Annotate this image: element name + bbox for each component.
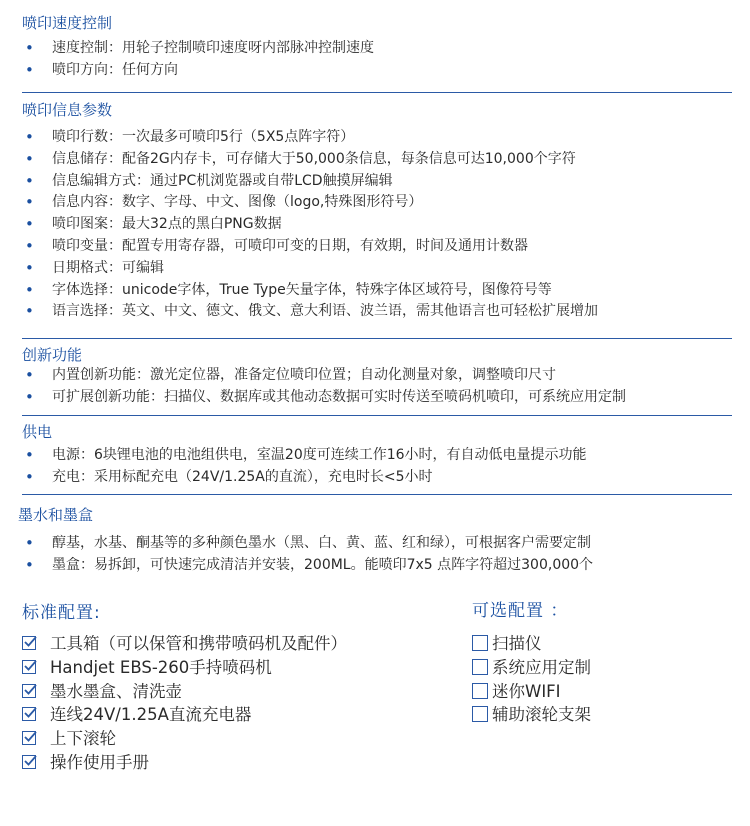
standard-config-item: 上下滚轮 (22, 727, 347, 751)
bullet-icon: • (25, 215, 34, 234)
section-ink (0, 505, 732, 585)
standard-config-title: 标准配置: (22, 603, 101, 623)
list-item: • 电源：6块锂电池的电池组供电，室温20度可连续工作16小时，有自动低电量提示功能 (0, 445, 745, 467)
empty-checkbox-icon (472, 635, 488, 651)
section-power (0, 422, 732, 502)
bullet-icon: • (25, 555, 34, 574)
bullet-icon: • (25, 193, 34, 212)
list-item: • 语言选择：英文、中文、德文、俄文、意大利语、波兰语，需其他语言也可轻松扩展增加 (0, 301, 745, 323)
item-list (0, 38, 745, 82)
optional-config-item: 系统应用定制 (472, 656, 591, 680)
list-item: • 可扩展创新功能：扫描仪、数据库或其他动态数据可实时传送至喷码机喷印，可系统应用定制 (0, 387, 745, 409)
checked-checkbox-icon (22, 731, 36, 745)
section-title: 供电 (22, 423, 53, 441)
section-divider (22, 92, 732, 93)
empty-checkbox-icon (472, 683, 488, 699)
list-item: • 日期格式：可编辑 (0, 258, 745, 280)
list-item: • 充电：采用标配充电（24V/1.25A的直流），充电时长<5小时 (0, 467, 745, 489)
bullet-icon: • (25, 128, 34, 146)
checked-checkbox-icon (22, 660, 36, 674)
bullet-icon: • (25, 467, 34, 486)
optional-config-list (472, 632, 591, 727)
bullet-icon: • (25, 446, 34, 464)
item-list (0, 533, 745, 577)
bullet-icon: • (25, 149, 34, 168)
list-item: • 信息编辑方式：通过PC机浏览器或自带LCD触摸屏编辑 (0, 171, 745, 193)
bullet-icon: • (25, 236, 34, 255)
section-title: 创新功能 (22, 346, 83, 364)
checked-checkbox-icon (22, 755, 36, 769)
section-title: 喷印速度控制 (22, 14, 113, 32)
list-item: • 喷印变量：配置专用寄存器，可喷印可变的日期，有效期，时间及通用计数器 (0, 236, 745, 258)
list-item: • 内置创新功能：激光定位器，准备定位喷印位置；自动化测量对象，调整喷印尺寸 (0, 365, 745, 387)
standard-config-item: 工具箱（可以保管和携带喷码机及配件） (22, 632, 347, 656)
optional-config-item: 辅助滚轮支架 (472, 703, 591, 727)
bullet-icon: • (25, 280, 34, 299)
optional-config-title: 可选配置 ： (472, 601, 569, 621)
section-divider (22, 338, 732, 339)
bullet-icon: • (25, 60, 34, 79)
bullet-icon: • (25, 387, 34, 406)
standard-config-item: 操作使用手册 (22, 751, 347, 775)
list-item: • 信息储存：配备2G内存卡，可存储大于50,000条信息，每条信息可达10,000个字符 (0, 149, 745, 171)
list-item: • 喷印方向：任何方向 (0, 60, 745, 82)
standard-config-item: Handjet EBS-260手持喷码机 (22, 656, 347, 680)
list-item: • 醇基，水基、酮基等的多种颜色墨水（黑、白、黄、蓝、红和绿），可根据客户需要定制 (0, 533, 745, 555)
list-item: • 字体选择：unicode字体，True Type矢量字体，特殊字体区域符号，图像符号等 (0, 280, 745, 302)
list-item: • 速度控制：用轮子控制喷印速度呀内部脉冲控制速度 (0, 38, 745, 60)
section-speed-control (0, 13, 732, 91)
standard-config-item: 墨水墨盒、清洗壶 (22, 680, 347, 704)
checked-checkbox-icon (22, 707, 36, 721)
empty-checkbox-icon (472, 706, 488, 722)
standard-config-item: 连线24V/1.25A直流充电器 (22, 703, 347, 727)
optional-config-item: 扫描仪 (472, 632, 591, 656)
section-print-info (0, 100, 732, 340)
empty-checkbox-icon (472, 659, 488, 675)
bullet-icon: • (25, 302, 34, 321)
bullet-icon: • (25, 171, 34, 190)
list-item: • 喷印行数：一次最多可喷印5行（5X5点阵字符） (0, 127, 745, 149)
list-item: • 喷印图案：最大32点的黑白PNG数据 (0, 214, 745, 236)
optional-config-item: 迷你WIFI (472, 680, 591, 704)
section-title: 墨水和墨盒 (18, 506, 94, 524)
bullet-icon: • (25, 366, 34, 384)
item-list (0, 127, 745, 323)
item-list (0, 365, 745, 409)
list-item: • 墨盒：易拆卸，可快速完成清洁并安装，200ML。能喷印7x5 点阵字符超过300,000个 (0, 555, 745, 577)
bullet-icon: • (25, 258, 34, 277)
list-item: • 信息内容：数字、字母、中文、图像（logo,特殊图形符号） (0, 192, 745, 214)
checked-checkbox-icon (22, 636, 36, 650)
bullet-icon: • (25, 39, 34, 57)
checked-checkbox-icon (22, 684, 36, 698)
bullet-icon: • (25, 534, 34, 552)
section-title: 喷印信息参数 (22, 101, 113, 119)
section-innovation (0, 345, 732, 423)
section-divider (22, 415, 732, 416)
section-divider (22, 494, 732, 495)
standard-config-list (22, 632, 347, 775)
item-list (0, 445, 745, 489)
